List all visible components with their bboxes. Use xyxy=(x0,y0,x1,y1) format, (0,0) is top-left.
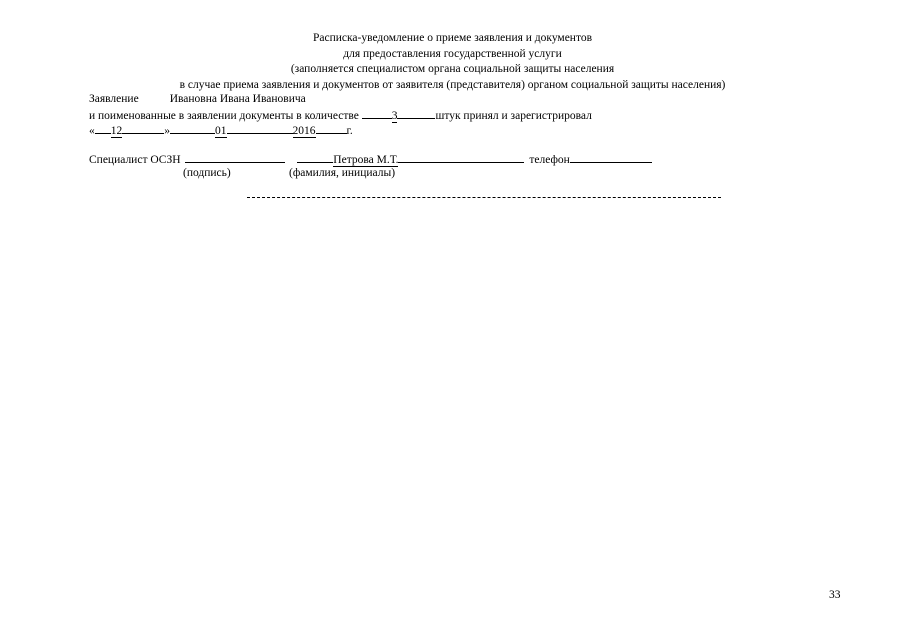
date-year-suffix: г. xyxy=(346,125,353,137)
phone-blank xyxy=(570,151,652,163)
year-blank-right xyxy=(316,122,347,134)
documents-prefix: и поименованные в заявлении документы в количестве xyxy=(89,110,359,122)
day-blank-right xyxy=(122,122,164,134)
signature-caption: (подпись) xyxy=(183,167,231,179)
specialist-name: Петрова М.Т. xyxy=(333,154,399,166)
month-blank-right xyxy=(227,122,293,134)
date-day: 12 xyxy=(110,125,123,137)
application-label: Заявление xyxy=(89,93,139,105)
date-line xyxy=(89,122,353,139)
document-header xyxy=(0,31,905,93)
header-line-1: Расписка-уведомление о приеме заявления и документов xyxy=(312,32,593,44)
application-line xyxy=(89,92,306,107)
day-blank-left xyxy=(95,122,111,134)
page-number: 33 xyxy=(829,589,841,601)
date-open-quote: « xyxy=(89,125,95,137)
count-blank-left xyxy=(362,107,392,119)
date-month: 01 xyxy=(215,125,227,137)
phone-label: телефон xyxy=(529,154,570,166)
month-blank-left xyxy=(170,122,215,134)
applicant-name: Ивановна Ивана Ивановича xyxy=(169,93,306,105)
header-line-2: для предоставления государственной услуги xyxy=(343,47,562,60)
name-blank-left xyxy=(297,151,333,163)
cut-line-divider xyxy=(247,197,721,198)
name-blank-right xyxy=(398,151,524,163)
date-year: 2016 xyxy=(292,125,316,137)
name-caption: (фамилия, инициалы) xyxy=(289,167,396,179)
signature-blank xyxy=(185,151,285,163)
date-close-quote: » xyxy=(164,125,170,137)
specialist-label: Специалист ОСЗН xyxy=(89,154,181,166)
documents-count: 3 xyxy=(391,110,398,122)
documents-suffix: штук принял и зарегистрировал xyxy=(435,110,592,122)
header-line-4: в случае приема заявления и документов от заявителя (представителя) органом социальной защиты населения) xyxy=(179,78,726,91)
count-blank-right xyxy=(397,107,435,119)
header-line-3: (заполняется специалистом органа социальной защиты населения xyxy=(290,63,615,75)
